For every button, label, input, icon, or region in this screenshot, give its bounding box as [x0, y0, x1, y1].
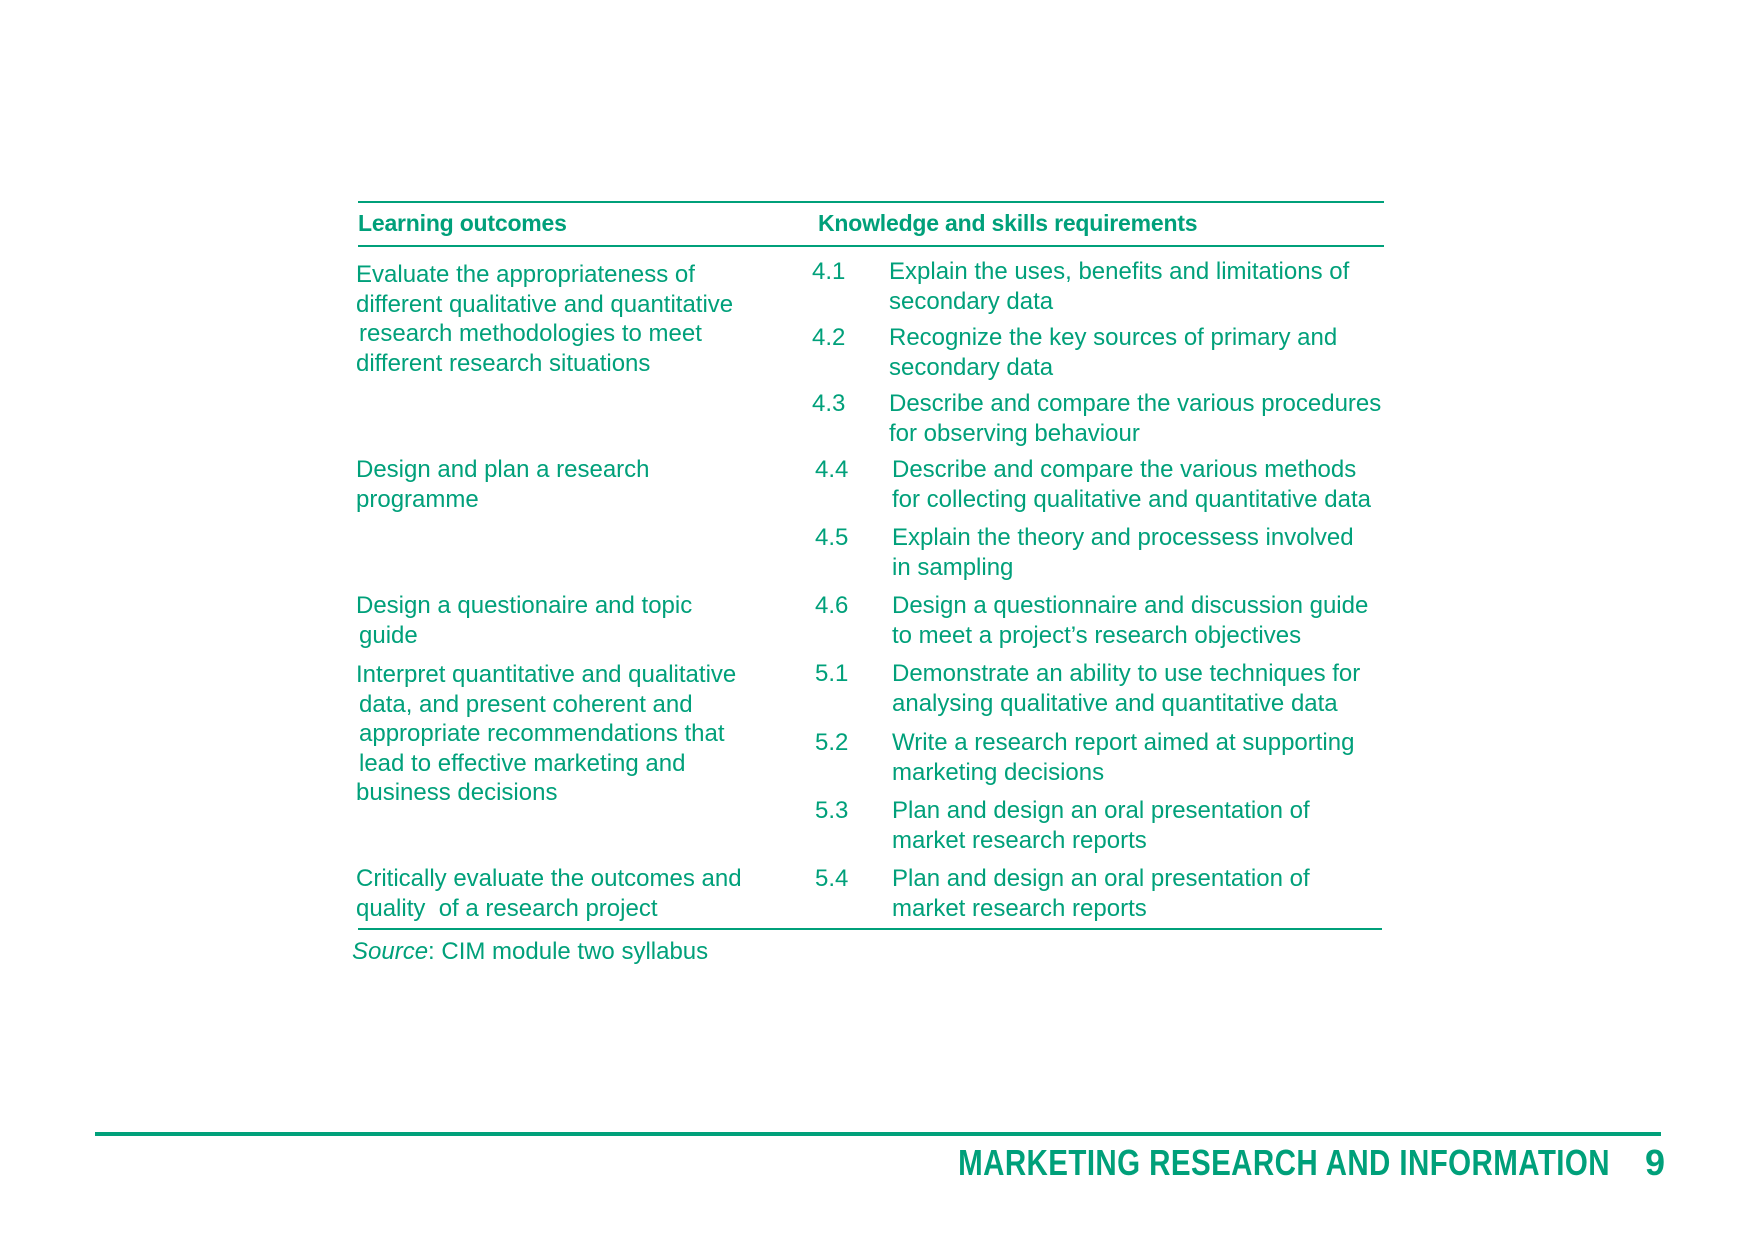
- requirement-number: 4.3: [812, 390, 846, 417]
- header-knowledge-skills: Knowledge and skills requirements: [818, 210, 1198, 236]
- learning-outcome-1: Evaluate the appropriateness of different qualitative and quantitative research methodologies to meet different research situations: [356, 261, 734, 377]
- requirement-text: Recognize the key sources of primary and secondary data: [889, 324, 1338, 381]
- table-source-note: [352, 937, 708, 966]
- requirement-number: 5.1: [815, 660, 849, 687]
- learning-outcome-5: Critically evaluate the outcomes and quality of a research project: [356, 865, 742, 922]
- requirement-text: Plan and design an oral presentation of market research reports: [892, 797, 1310, 854]
- table-header-rule: [358, 245, 1384, 247]
- requirement-number: 5.4: [815, 865, 849, 892]
- learning-outcome-4: Interpret quantitative and qualitative data, and present coherent and appropriate recommendations that lead to effective marketing and business decisions: [356, 661, 737, 806]
- header-learning-outcomes: Learning outcomes: [358, 210, 567, 236]
- requirement-text: Design a questionnaire and discussion guide to meet a project’s research objectives: [892, 592, 1369, 649]
- running-footer-title: MARKETING RESEARCH AND INFORMATION: [958, 1142, 1610, 1183]
- source-text: : CIM module two syllabus: [428, 938, 709, 965]
- requirement-number: 4.5: [815, 524, 849, 551]
- requirement-text: Demonstrate an ability to use techniques for analysing qualitative and quantitative data: [892, 660, 1361, 717]
- requirement-text: Explain the theory and processess involved in sampling: [892, 524, 1354, 581]
- page-number: 9: [1645, 1142, 1666, 1183]
- requirement-number: 4.4: [815, 456, 849, 483]
- requirement-number: 4.2: [812, 324, 846, 351]
- requirement-text: Describe and compare the various methods for collecting qualitative and quantitative data: [892, 456, 1371, 513]
- table-bottom-rule: [358, 928, 1382, 930]
- learning-outcome-2: Design and plan a research programme: [356, 456, 650, 513]
- requirement-text: Describe and compare the various procedures for observing behaviour: [889, 390, 1382, 447]
- table-top-rule: [358, 201, 1384, 203]
- requirement-text: Explain the uses, benefits and limitations of secondary data: [889, 258, 1350, 315]
- source-label: Source: [352, 938, 429, 965]
- requirement-number: 4.1: [812, 258, 846, 285]
- requirement-number: 5.2: [815, 729, 849, 756]
- requirement-number: 5.3: [815, 797, 849, 824]
- learning-outcome-3: Design a questionaire and topic guide: [356, 592, 693, 649]
- requirement-text: Plan and design an oral presentation of market research reports: [892, 865, 1310, 922]
- requirement-text: Write a research report aimed at supporting marketing decisions: [892, 729, 1355, 786]
- footer-rule: [95, 1132, 1661, 1136]
- requirement-number: 4.6: [815, 592, 849, 619]
